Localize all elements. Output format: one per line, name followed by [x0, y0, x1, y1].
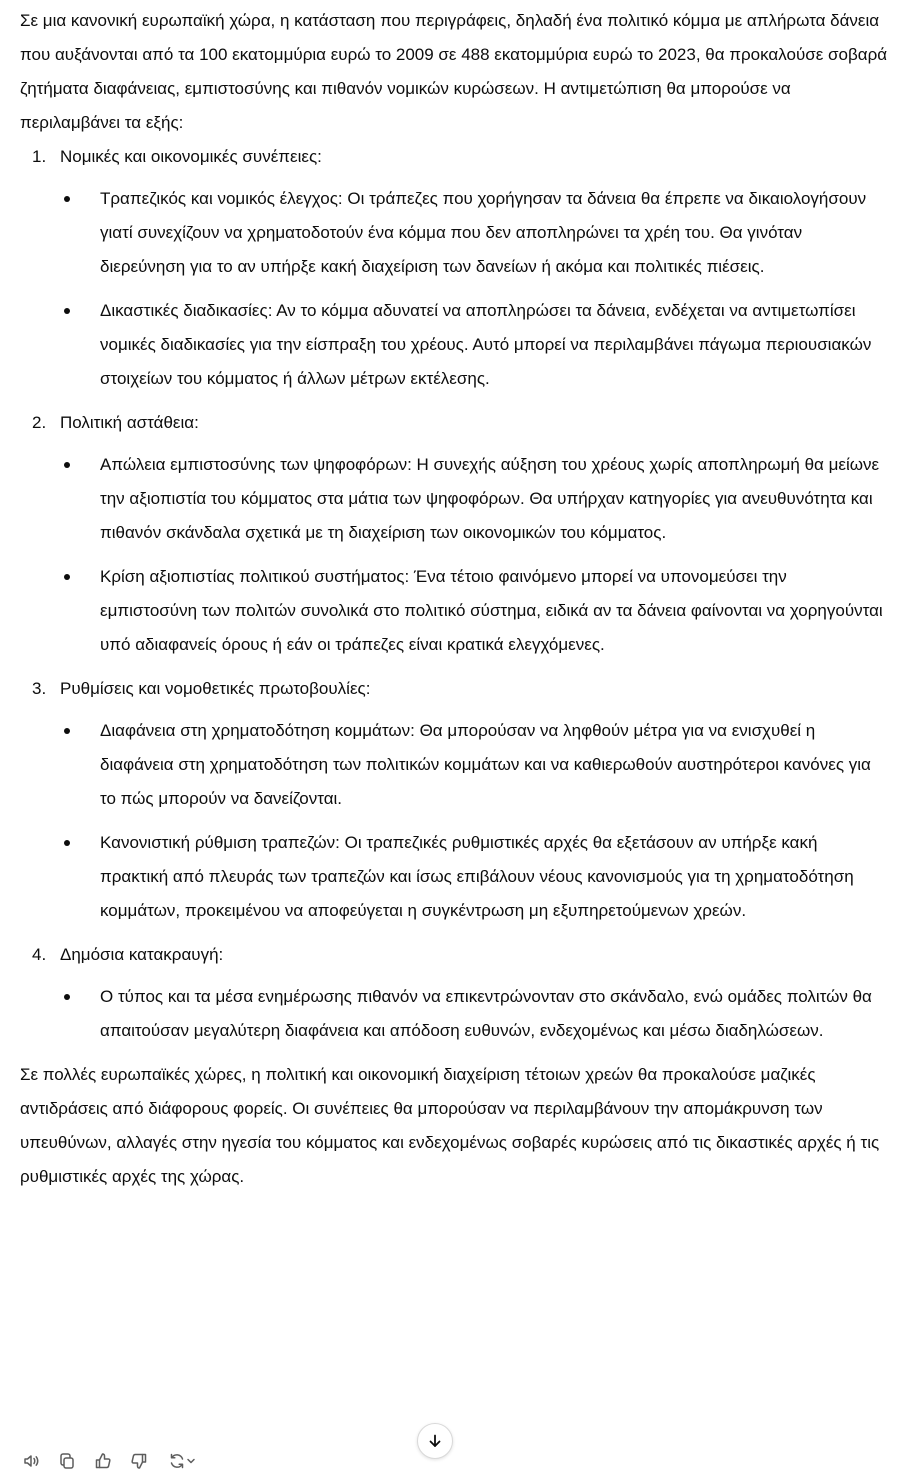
bullet-term: Τραπεζικός και νομικός έλεγχος:: [100, 189, 343, 208]
thumbs-down-icon: [130, 1452, 148, 1470]
section-title: Δημόσια κατακραυγή:: [60, 945, 224, 964]
section-title: Πολιτική αστάθεια:: [60, 413, 199, 432]
chevron-down-icon: [186, 1456, 196, 1466]
list-item: [60, 714, 888, 816]
bullet-dot: [64, 840, 70, 846]
list-item: [60, 294, 888, 396]
assistant-message: [20, 4, 888, 1194]
bullet-dot: [64, 196, 70, 202]
list-section: [20, 140, 888, 396]
bullet-term: Κρίση αξιοπιστίας πολιτικού συστήματος:: [100, 567, 410, 586]
regenerate-icon: [168, 1452, 186, 1470]
arrow-down-icon: [427, 1433, 443, 1449]
bullet-text: Οι τραπεζικές ρυθμιστικές αρχές θα εξετάσουν αν υπήρξε κακή πρακτική από πλευράς των τραπεζών και ίσως επιβάλουν νέους κανονισμούς για τη χρηματοδότηση κομμάτων, προκειμένου να αποφεύγεται η συγκέντρωση μη εξυπηρετούμενων χρεών.: [100, 833, 854, 920]
section-number: 4.: [32, 945, 47, 964]
bullet-list: [60, 448, 888, 662]
intro-paragraph: Σε μια κανονική ευρωπαϊκή χώρα, η κατάσταση που περιγράφεις, δηλαδή ένα πολιτικό κόμμα με απλήρωτα δάνεια που αυξάνονται από τα 100 εκατομμύρια ευρώ το 2009 σε 488 εκατομμύρια ευρώ το 2023, θα προκαλούσε σοβαρά ζητήματα διαφάνειας, εμπιστοσύνης και πιθανόν νομικών κυρώσεων. Η αντιμετώπιση θα μπορούσε να περιλαμβάνει τα εξής:: [20, 11, 888, 132]
speaker-icon: [22, 1452, 40, 1470]
copy-button[interactable]: [56, 1450, 78, 1472]
bullet-term: Κανονιστική ρύθμιση τραπεζών:: [100, 833, 340, 852]
bullet-list: [60, 182, 888, 396]
section-title: Νομικές και οικονομικές συνέπειες:: [60, 147, 322, 166]
closing-paragraph: Σε πολλές ευρωπαϊκές χώρες, η πολιτική και οικονομική διαχείριση τέτοιων χρεών θα προκαλούσε μαζικές αντιδράσεις από διάφορους φορείς. Οι συνέπειες θα μπορούσαν να περιλαμβάνουν την απομάκρυνση των υπευθύνων, αλλαγές στην ηγεσία του κόμματος και ενδεχομένως σοβαρές κυρώσεις από τις δικαστικές αρχές ή τις ρυθμιστικές αρχές της χώρας.: [20, 1065, 880, 1186]
bullet-text: Ένα τέτοιο φαινόμενο μπορεί να υπονομεύσει την εμπιστοσύνη των πολιτών συνολικά στο πολιτικό σύστημα, ειδικά αν τα δάνεια φαίνονται να χορηγούνται υπό αδιαφανείς όρους ή εάν οι τράπεζες είναι κρατικά ελεγχόμενες.: [100, 567, 883, 654]
list-item: [60, 560, 888, 662]
bullet-text: Θα μπορούσαν να ληφθούν μέτρα για να ενισχυθεί η διαφάνεια στη χρηματοδότηση των πολιτικών κομμάτων και να καθιερωθούν αυστηρότεροι κανόνες για το πώς μπορούν να δανείζονται.: [100, 721, 871, 808]
bullet-term: Δικαστικές διαδικασίες:: [100, 301, 273, 320]
bullet-text: Οι τράπεζες που χορήγησαν τα δάνεια θα έπρεπε να δικαιολογήσουν γιατί συνεχίζουν να χρηματοδοτούν ένα κόμμα που δεν αποπληρώνει τα χρέη του. Θα γινόταν διερεύνηση για το αν υπήρξε κακή διαχείριση των δανείων ή ακόμα και πολιτικές πιέσεις.: [100, 189, 867, 276]
bullet-text: Αν το κόμμα αδυνατεί να αποπληρώσει τα δάνεια, ενδέχεται να αντιμετωπίσει νομικές διαδικασίες για την είσπραξη του χρέους. Αυτό μπορεί να περιλαμβάνει πάγωμα περιουσιακών στοιχείων του κόμματος ή άλλων μέτρων εκτέλεσης.: [100, 301, 872, 388]
bullet-list: [60, 980, 888, 1048]
bullet-term: Απώλεια εμπιστοσύνης των ψηφοφόρων:: [100, 455, 412, 474]
list-item: [60, 448, 888, 550]
list-section: [20, 672, 888, 928]
bullet-text: Η συνεχής αύξηση του χρέους χωρίς αποπληρωμή θα μείωνε την αξιοπιστία του κόμματος στα μάτια των ψηφοφόρων. Θα υπήρχαν κατηγορίες για ανευθυνότητα και πιθανόν σκάνδαλα σχετικά με τη διαχείριση των οικονομικών του κόμματος.: [100, 455, 880, 542]
bullet-dot: [64, 994, 70, 1000]
message-actions: [20, 1448, 200, 1474]
bullet-text: Ο τύπος και τα μέσα ενημέρωσης πιθανόν να επικεντρώνονταν στο σκάνδαλο, ενώ ομάδες πολιτών θα απαιτούσαν μεγαλύτερη διαφάνεια και απόδοση ευθυνών, ενδεχομένως και μέσω διαδηλώσεων.: [100, 987, 872, 1040]
good-response-button[interactable]: [92, 1450, 114, 1472]
bullet-dot: [64, 462, 70, 468]
list-item: [60, 182, 888, 284]
scroll-to-bottom-button[interactable]: [417, 1423, 453, 1459]
thumbs-up-icon: [94, 1452, 112, 1470]
bullet-dot: [64, 308, 70, 314]
bad-response-button[interactable]: [128, 1450, 150, 1472]
section-number: 2.: [32, 413, 47, 432]
copy-icon: [58, 1452, 76, 1470]
read-aloud-button[interactable]: [20, 1450, 42, 1472]
list-item: [60, 826, 888, 928]
bullet-list: [60, 714, 888, 928]
bullet-term: Διαφάνεια στη χρηματοδότηση κομμάτων:: [100, 721, 415, 740]
numbered-list: [20, 140, 888, 1048]
bullet-dot: [64, 574, 70, 580]
regenerate-button[interactable]: [164, 1450, 200, 1472]
list-section: [20, 406, 888, 662]
list-item: [60, 980, 888, 1048]
section-title: Ρυθμίσεις και νομοθετικές πρωτοβουλίες:: [60, 679, 371, 698]
section-number: 3.: [32, 679, 47, 698]
bullet-dot: [64, 728, 70, 734]
section-number: 1.: [32, 147, 47, 166]
list-section: [20, 938, 888, 1048]
